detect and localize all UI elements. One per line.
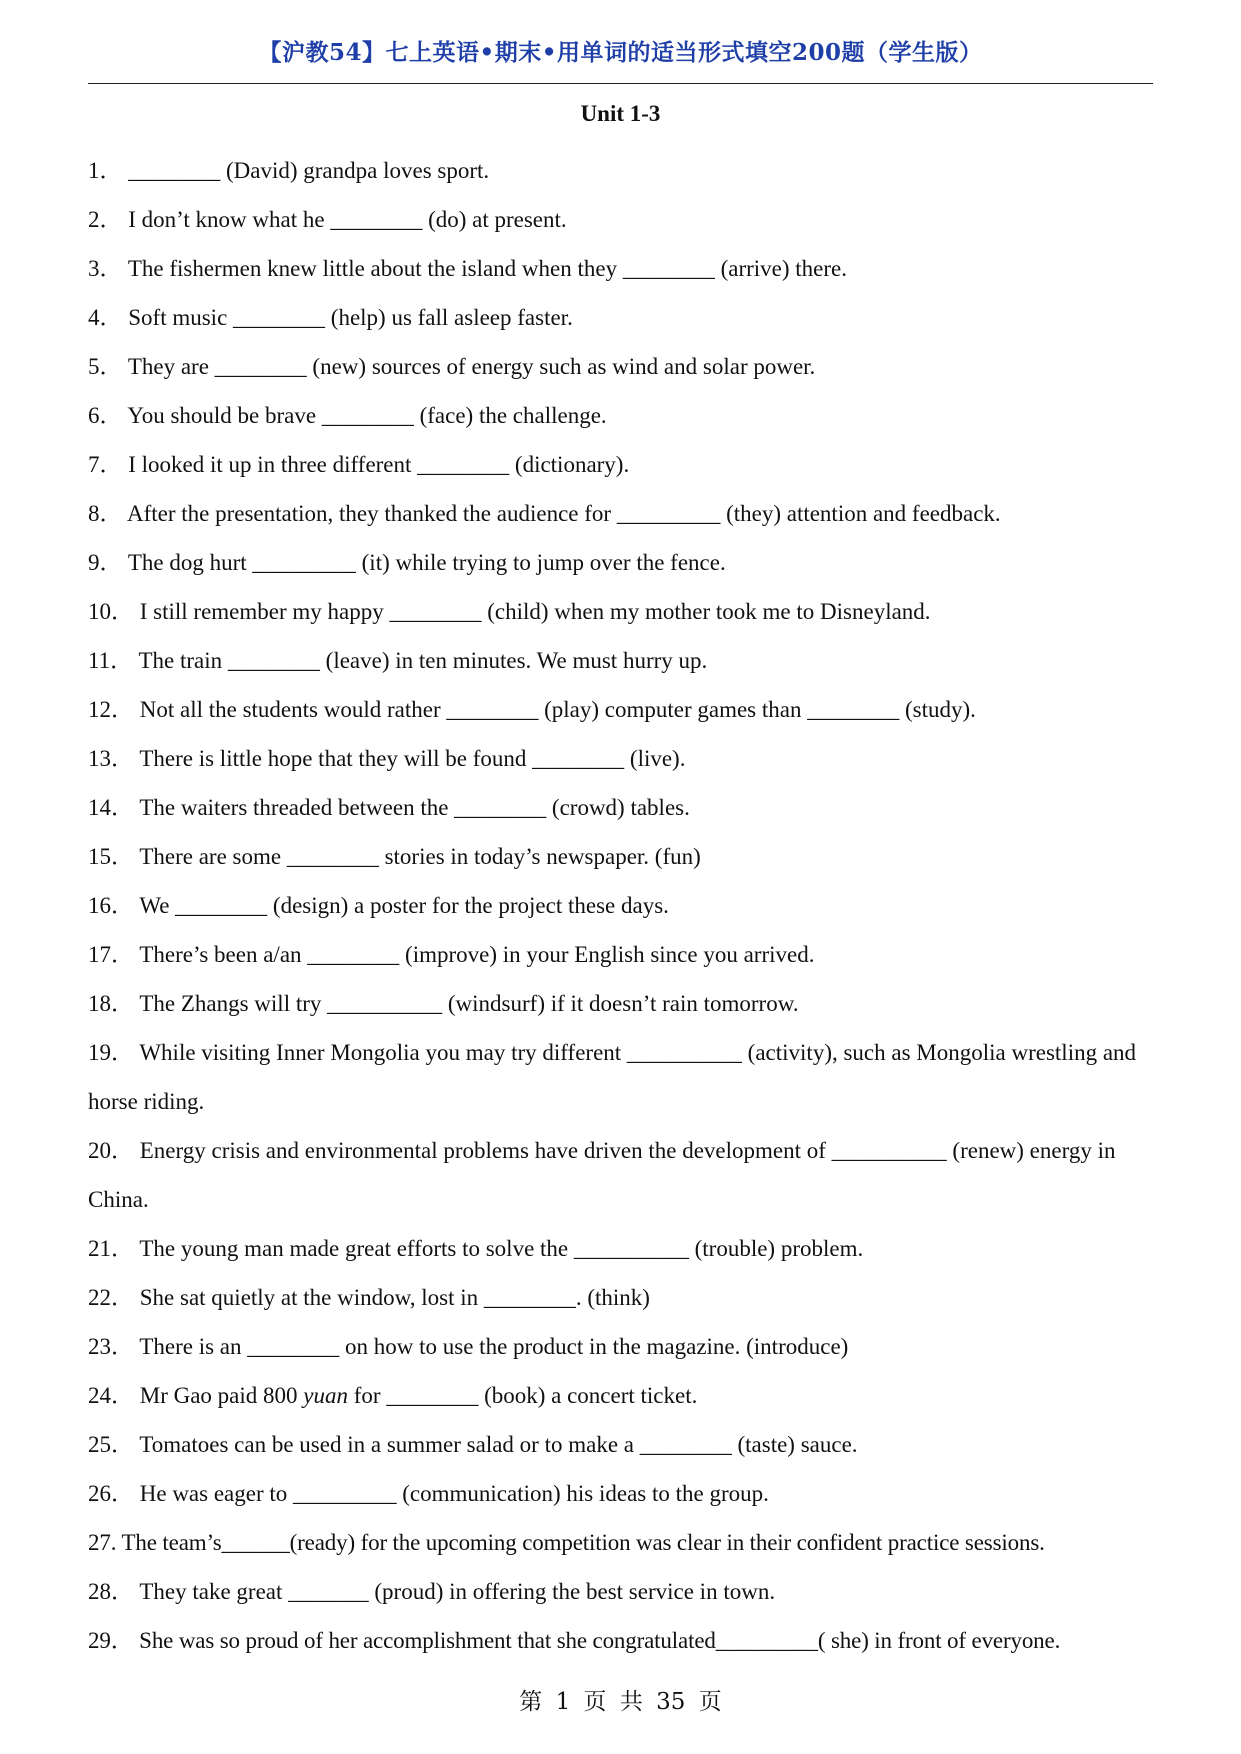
question-item [88,244,1156,293]
question-item [88,783,1156,832]
question-text: The fishermen knew little about the island when they ________ (arrive) there. [127,256,848,281]
question-text: Energy crisis and environmental problems have driven the development of __________ (renew) energy in China. [88,1138,1116,1212]
question-number: 9． [88,550,123,575]
question-number: 2． [88,207,123,232]
question-text: The train ________ (leave) in ten minutes. We must hurry up. [138,648,708,673]
question-text: I still remember my happy ________ (child) when my mother took me to Disneyland. [139,599,931,624]
question-number: 18． [88,991,134,1016]
question-text-after: for ________ (book) a concert ticket. [348,1383,698,1408]
question-number: 17． [88,942,134,967]
question-list [88,146,1156,1665]
question-text: Soft music ________ (help) us fall asleep faster. [128,305,573,330]
question-number: 12． [88,697,134,722]
question-number: 14． [88,795,134,820]
question-number: 27. [88,1530,117,1555]
question-text: I don’t know what he ________ (do) at present. [128,207,567,232]
question-item [88,734,1156,783]
question-number: 22． [88,1285,134,1310]
question-item [88,1371,1156,1420]
question-text: While visiting Inner Mongolia you may try different __________ (activity), such as Mongolia wrestling and horse riding. [88,1040,1137,1114]
question-item [88,1322,1156,1371]
question-item [88,1567,1156,1616]
question-item [88,881,1156,930]
question-number: 23． [88,1334,134,1359]
question-number: 13． [88,746,134,771]
question-item [88,195,1156,244]
question-number: 24． [88,1383,134,1408]
question-number: 6． [88,403,123,428]
question-number: 25． [88,1432,134,1457]
question-text: There are some ________ stories in today’s newspaper. (fun) [139,844,701,869]
question-text: There’s been a/an ________ (improve) in your English since you arrived. [139,942,815,967]
page-footer: 第 1 页 共 35 页 [519,1689,722,1715]
question-text: I looked it up in three different ________ (dictionary). [128,452,630,477]
question-item [88,832,1156,881]
question-text-before: Mr Gao paid 800 [139,1383,304,1408]
question-item [88,1420,1156,1469]
question-item [88,979,1156,1028]
question-item [88,146,1156,195]
question-text: Not all the students would rather ________ (play) computer games than ________ (study). [139,697,976,722]
unit-title: Unit 1-3 [580,101,661,126]
question-item [88,489,1156,538]
question-text: The waiters threaded between the ________ (crowd) tables. [139,795,690,820]
question-number: 5． [88,354,123,379]
question-text: They take great _______ (proud) in offering the best service in town. [139,1579,776,1604]
question-number: 19． [88,1040,134,1065]
document-header-title: 【沪教54】七上英语•期末•用单词的适当形式填空200题（学生版） [258,39,983,66]
question-item [88,1616,1156,1665]
question-item [88,293,1156,342]
question-number: 8． [88,501,123,526]
question-text: ________ (David) grandpa loves sport. [128,158,490,183]
question-number: 11． [88,648,134,673]
question-number: 20． [88,1138,134,1163]
question-number: 10． [88,599,134,624]
question-item [88,587,1156,636]
question-text: There is little hope that they will be found ________ (live). [139,746,686,771]
question-text: The dog hurt _________ (it) while trying to jump over the fence. [127,550,726,575]
question-item [88,440,1156,489]
italic-word: yuan [303,1383,348,1408]
question-item [88,685,1156,734]
question-number: 21． [88,1236,134,1261]
question-text: After the presentation, they thanked the audience for _________ (they) attention and feedback. [126,501,1001,526]
question-item [88,1028,1156,1126]
question-number: 15． [88,844,134,869]
question-item [88,1224,1156,1273]
question-item [88,1126,1156,1224]
question-item [88,1273,1156,1322]
question-number: 29． [88,1628,134,1653]
question-number: 16． [88,893,134,918]
question-item [88,1518,1156,1567]
question-number: 4． [88,305,123,330]
question-text: She was so proud of her accomplishment that she congratulated_________( she) in front of everyone. [139,1628,1061,1653]
question-item [88,342,1156,391]
question-item [88,538,1156,587]
header-divider [88,83,1153,84]
question-item [88,930,1156,979]
question-text: They are ________ (new) sources of energy such as wind and solar power. [127,354,816,379]
question-text: The young man made great efforts to solve the __________ (trouble) problem. [139,1236,864,1261]
question-item [88,391,1156,440]
question-number: 7． [88,452,123,477]
question-text: We ________ (design) a poster for the project these days. [139,893,669,918]
question-number: 1． [88,158,123,183]
question-text: He was eager to _________ (communication) his ideas to the group. [139,1481,769,1506]
question-text: You should be brave ________ (face) the challenge. [127,403,607,428]
question-text: There is an ________ on how to use the product in the magazine. (introduce) [139,1334,849,1359]
question-text: The Zhangs will try __________ (windsurf) if it doesn’t rain tomorrow. [139,991,799,1016]
question-item [88,636,1156,685]
question-number: 28． [88,1579,134,1604]
question-text: Tomatoes can be used in a summer salad or to make a ________ (taste) sauce. [139,1432,858,1457]
question-number: 26． [88,1481,134,1506]
question-text: She sat quietly at the window, lost in ________. (think) [139,1285,650,1310]
question-text: The team’s______(ready) for the upcoming competition was clear in their confident practice sessions. [121,1530,1045,1555]
question-number: 3． [88,256,123,281]
question-item [88,1469,1156,1518]
